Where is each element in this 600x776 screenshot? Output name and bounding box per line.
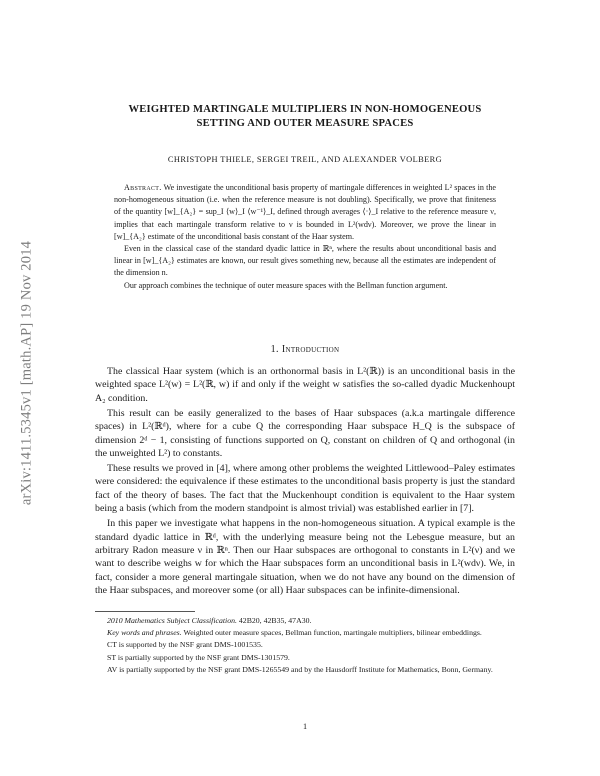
- paper-title: [95, 103, 515, 131]
- abstract-paragraph-1: We investigate the unconditional basis property of martingale differences in weighted L² spaces in the non-homogeneous situation (i.e. when the reference measure is not doubling). Specifically, we prove that finiteness of the quantity [w]_{A₂} = sup_I ⟨w⟩_I ⟨w⁻¹⟩_I, defined through averages ⟨·⟩_I relative to the reference measure ν, implies that each martingale transform relative to ν is bounded in L²(wdν). Moreover, we prove the linear in [w]_{A₂} estimate of the unconditional basis constant of the Haar system.: [114, 183, 496, 241]
- footnote-msc-label: 2010 Mathematics Subject Classification.: [107, 616, 237, 625]
- footnote-keywords: [95, 627, 515, 638]
- abstract: [114, 182, 496, 292]
- arxiv-identifier: [14, 178, 40, 568]
- footnotes: [95, 615, 515, 676]
- title-line-2: SETTING AND OUTER MEASURE SPACES: [196, 118, 414, 129]
- body-paragraph-3: These results we proved in [4], where among other problems the weighted Littlewood–Paley estimates were considered: the equivalence if these estimates to the unconditional basis property is just the standard fact of the theory of bases. The fact that the Muckenhoupt condition is equivalent to the Haar system being a basis (which from the modern standpoint is almost trivial) was established earlier in [7].: [95, 463, 515, 515]
- footnote-msc-value: 42B20, 42B35, 47A30.: [238, 616, 312, 625]
- footnote-divider: [95, 611, 195, 612]
- footnote-msc: [95, 615, 515, 626]
- page-number: 1: [302, 722, 308, 731]
- authors: CHRISTOPH THIELE, SERGEI TREIL, AND ALEXANDER VOLBERG: [167, 155, 443, 164]
- body-paragraph-4: In this paper we investigate what happens in the non-homogeneous situation. A typical example is the standard dyadic lattice in ℝᵈ, with the underlying measure being not the Lebesgue measure, but an arbitrary Radon measure ν in ℝⁿ. Then our Haar subspaces are orthogonal to constants in L²(ν) and we want to describe weighs w for which the Haar subspaces form an unconditional basis in L²(wdν). We, in fact, consider a more general martingale situation, when we do not have any bound on the dimension of the Haar subspaces, and moreover some (or all) Haar subspaces can be infinite-dimensional.: [95, 518, 515, 597]
- section-number: 1.: [270, 344, 279, 355]
- footnote-keywords-value: Weighted outer measure spaces, Bellman function, martingale multipliers, bilinear embeddings.: [183, 628, 482, 638]
- section-heading: [95, 344, 515, 355]
- footnote-keywords-label: Key words and phrases.: [107, 628, 182, 638]
- arxiv-identifier-text: arXiv:1411.5345v1 [math.AP] 19 Nov 2014: [18, 240, 35, 506]
- section-title: Introduction: [281, 344, 340, 355]
- abstract-paragraph-3: Our approach combines the technique of outer measure spaces with the Bellman function argument.: [124, 280, 448, 290]
- body-text: [95, 365, 515, 599]
- title-line-1: WEIGHTED MARTINGALE MULTIPLIERS IN NON-HOMOGENEOUS: [128, 104, 482, 115]
- body-paragraph-1: The classical Haar system (which is an orthonormal basis in L²(ℝ)) is an unconditional basis in the weighted space L²(w) = L²(ℝ, w) if and only if the weight w satisfies the so-called dyadic Muckenhoupt A₂ condition.: [95, 366, 515, 404]
- abstract-label: Abstract.: [124, 183, 162, 192]
- paper-page: [95, 0, 515, 776]
- footnote-av-support: AV is partially supported by the NSF grant DMS-1265549 and by the Hausdorff Institute for Mathematics, Bonn, Germany.: [107, 664, 493, 674]
- footnote-ct-support: CT is supported by the NSF grant DMS-1001535.: [107, 640, 263, 650]
- abstract-paragraph-2: Even in the classical case of the standard dyadic lattice in ℝⁿ, where the results about unconditional basis and linear in [w]_{A₂} estimates are known, our result gives something new, because all the estimates are independent of the dimension n.: [114, 244, 496, 278]
- footnote-st-support: ST is partially supported by the NSF grant DMS-1301579.: [107, 652, 290, 662]
- body-paragraph-2: This result can be easily generalized to the bases of Haar subspaces (a.k.a martingale difference spaces) in L²(ℝᵈ), where for a cube Q the corresponding Haar subspace H_Q is the subspace of dimension 2ᵈ − 1, consisting of functions supported on Q, constant on children of Q and orthogonal (in the unweighted L²) to constants.: [95, 407, 515, 460]
